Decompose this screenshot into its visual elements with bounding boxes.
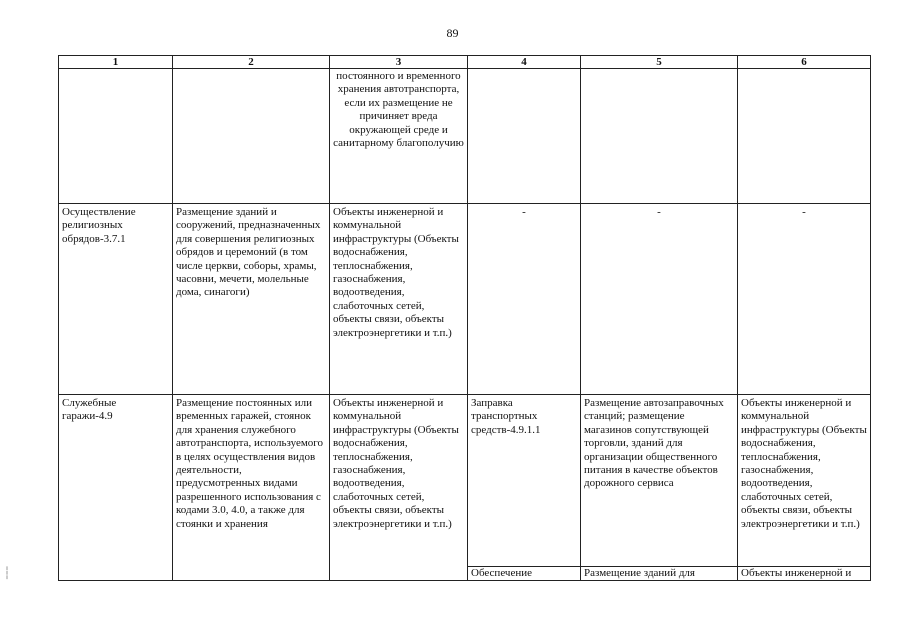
cell-text-next: Размещение зданий для [584,567,695,579]
table-cell: - [468,204,581,395]
column-header-5: 5 [581,56,738,69]
table-cell: Служебные гаражи-4.9 [59,395,173,581]
table-row-religious [59,204,871,395]
land-use-table [58,55,871,581]
table-cell: Размещение постоянных или временных гаражей, стоянок для хранения служебного автотранспорта, используемого в целях осуществления видов деятельности, предусмотренных видами разрешенного использования с кодами 3.0, 4.0, а также для стоянки и хранения [173,395,330,581]
table-cell: Размещение зданий и сооружений, предназначенных для совершения религиозных обрядов и церемоний (в том числе церкви, соборы, храмы, часовни, мечети, молельные дома, синагоги) [173,204,330,395]
table-cell [173,69,330,204]
table-cell [59,69,173,204]
column-header-6: 6 [738,56,871,69]
cell-text: Размещение автозаправочных станций; размещение магазинов сопутствующей торговли, зданий для организации общественного питания в качестве объектов дорожного сервиса [584,397,724,490]
table-cell: - [738,204,871,395]
table-cell [468,69,581,204]
table-cell: Объекты инженерной и коммунальной инфраструктуры (Объекты водоснабжения, теплоснабжения, газоснабжения, водоотведения, слаботочных сетей, объекты связи, объекты электроэнергетики и т.п.) [330,204,468,395]
column-header-2: 2 [173,56,330,69]
table-cell-split [468,395,581,581]
scan-margin-mark: === [2,566,11,580]
table-cell-split [581,395,738,581]
table-row-continuation [59,69,871,204]
cell-text-next: Обеспечение [471,567,532,579]
cell-text: Объекты инженерной и коммунальной инфраструктуры (Объекты водоснабжения, теплоснабжения, газоснабжения, водоотведения, слаботочных сетей, объекты связи, объекты электроэнергетики и т.п.) [741,397,867,530]
header-row [59,56,871,69]
column-header-1: 1 [59,56,173,69]
column-header-4: 4 [468,56,581,69]
cell-text-next: Объекты инженерной и [741,567,852,579]
table-cell: постоянного и временного хранения автотранспорта, если их размещение не причиняет вреда окружающей среде и санитарному благополучию [330,69,468,204]
table-row-garages [59,395,871,581]
table-cell [581,69,738,204]
table-cell: Объекты инженерной и коммунальной инфраструктуры (Объекты водоснабжения, теплоснабжения, газоснабжения, водоотведения, слаботочных сетей, объекты связи, объекты электроэнергетики и т.п.) [330,395,468,581]
cell-text: Заправка транспортных средств-4.9.1.1 [471,397,541,436]
table-cell-split [738,395,871,581]
page-number: 89 [446,26,459,40]
table-cell: Осуществление религиозных обрядов-3.7.1 [59,204,173,395]
table-cell [738,69,871,204]
table-cell: - [581,204,738,395]
column-header-3: 3 [330,56,468,69]
